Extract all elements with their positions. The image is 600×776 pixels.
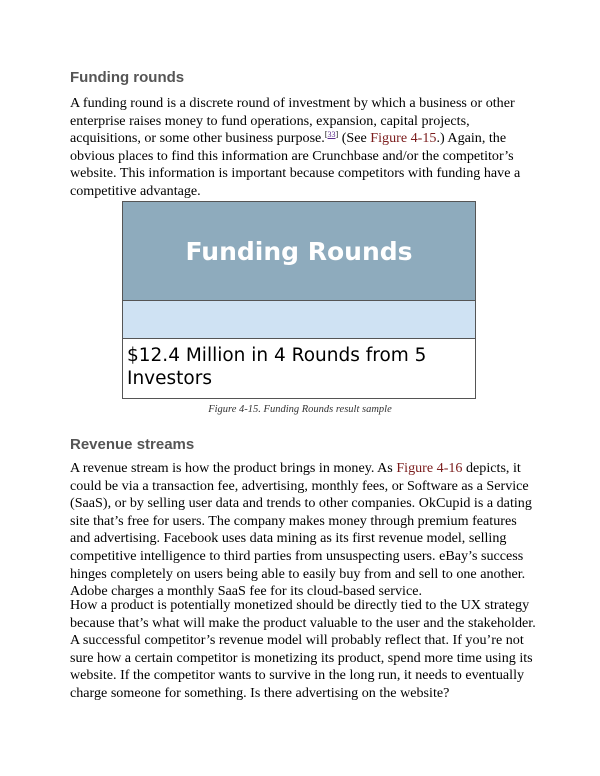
figure-4-16-link[interactable]: Figure 4-16 (396, 460, 463, 476)
funding-rounds-figure (122, 201, 476, 399)
revenue-streams-paragraph-2: How a product is potentially monetized should be directly tied to the UX strategy because that’s what will make the product valuable to the user and the stakeholder. A successful competitor’s revenue model will probably reflect that. If you’re not sure how a certain competitor is monetizing its product, spend more time using its website. If the competitor wants to survive in the long run, it needs to eventually charge someone for something. Is there advertising on the website? (70, 597, 536, 701)
paragraph-text: .) Again, the obvious places to find this information are Crunchbase and/or the competitor’s website. This information is important because competitors with funding have a competitive advantage. (70, 130, 521, 199)
paragraph-text: A funding round is a discrete round of investment by which a business or other enterprise raises money to fund operations, expansion, capital projects, acquisitions, or some other business purpose. (70, 95, 515, 147)
figure-title: Funding Rounds (185, 236, 413, 266)
footnote-reference[interactable]: [33] (324, 130, 339, 140)
figure-header (123, 202, 475, 301)
paragraph-text: (See (338, 130, 371, 147)
revenue-streams-paragraph-1 (70, 460, 536, 601)
figure-caption: Figure 4-15. Funding Rounds result sample (208, 404, 392, 415)
funding-rounds-paragraph (70, 95, 536, 201)
section-heading-funding-rounds: Funding rounds (70, 69, 185, 86)
footnote-number[interactable]: 33 (327, 130, 336, 140)
figure-band (123, 301, 475, 339)
funding-summary-text: $12.4 Million in 4 Rounds from 5 Investors (127, 345, 427, 389)
paragraph-text: depicts, it could be via a transaction fee, advertising, monthly fees, or Software as a Service (SaaS), or by selling user data and trends to other companies. OkCupid is a dating site that’s free for users. The company makes money through premium features and advertising. Facebook uses data mining as its first revenue model, selling competitive intelligence to third parties from unsuspecting users. eBay’s success hinges completely on users being able to easily buy from and sell to one another. Adobe charges a monthly SaaS fee for its cloud-based service. (70, 460, 532, 600)
section-heading-revenue-streams: Revenue streams (70, 436, 195, 453)
paragraph-text: A revenue stream is how the product brings in money. As (70, 460, 397, 476)
figure-4-15-link[interactable]: Figure 4-15 (370, 130, 437, 147)
